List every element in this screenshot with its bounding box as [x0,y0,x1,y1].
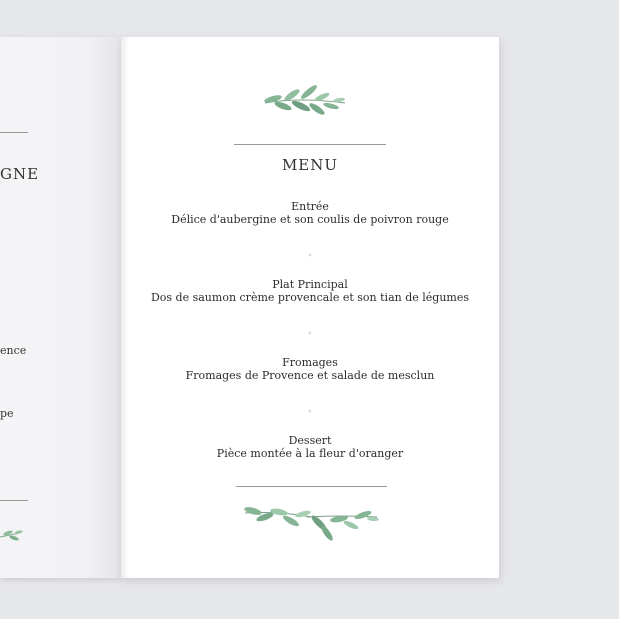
course-name: Fromages [282,356,338,369]
left-page-text-fragment: ence [0,344,27,357]
olive-branch-icon [0,527,24,545]
left-page-heading-fragment: GNE [0,165,40,183]
left-page-divider-bottom [0,500,28,501]
menu-page [121,37,499,578]
fold-shadow [121,37,129,578]
left-page-text-fragment: pe [0,407,14,420]
course-dish: Délice d'aubergine et son coulis de poivron rouge [171,213,449,226]
course-name: Plat Principal [272,278,348,291]
course-separator: ◦ [307,251,313,260]
olive-branch-icon [241,499,381,545]
menu-divider-top [234,144,386,145]
course-dish: Fromages de Provence et salade de mesclun [185,369,435,382]
course-dish: Dos de saumon crème provencale et son tian de légumes [150,291,470,304]
course-separator: ◦ [307,407,313,416]
course-name: Entrée [291,200,329,213]
left-page-divider-top [0,132,28,133]
course-separator: ◦ [307,329,313,338]
left-page [0,37,121,578]
page-title: MENU [281,156,339,174]
olive-branch-icon [259,79,351,125]
menu-content [121,37,499,578]
course-dish: Pièce montée à la fleur d'oranger [216,447,404,460]
menu-divider-bottom [236,486,387,487]
course-name: Dessert [288,434,332,447]
